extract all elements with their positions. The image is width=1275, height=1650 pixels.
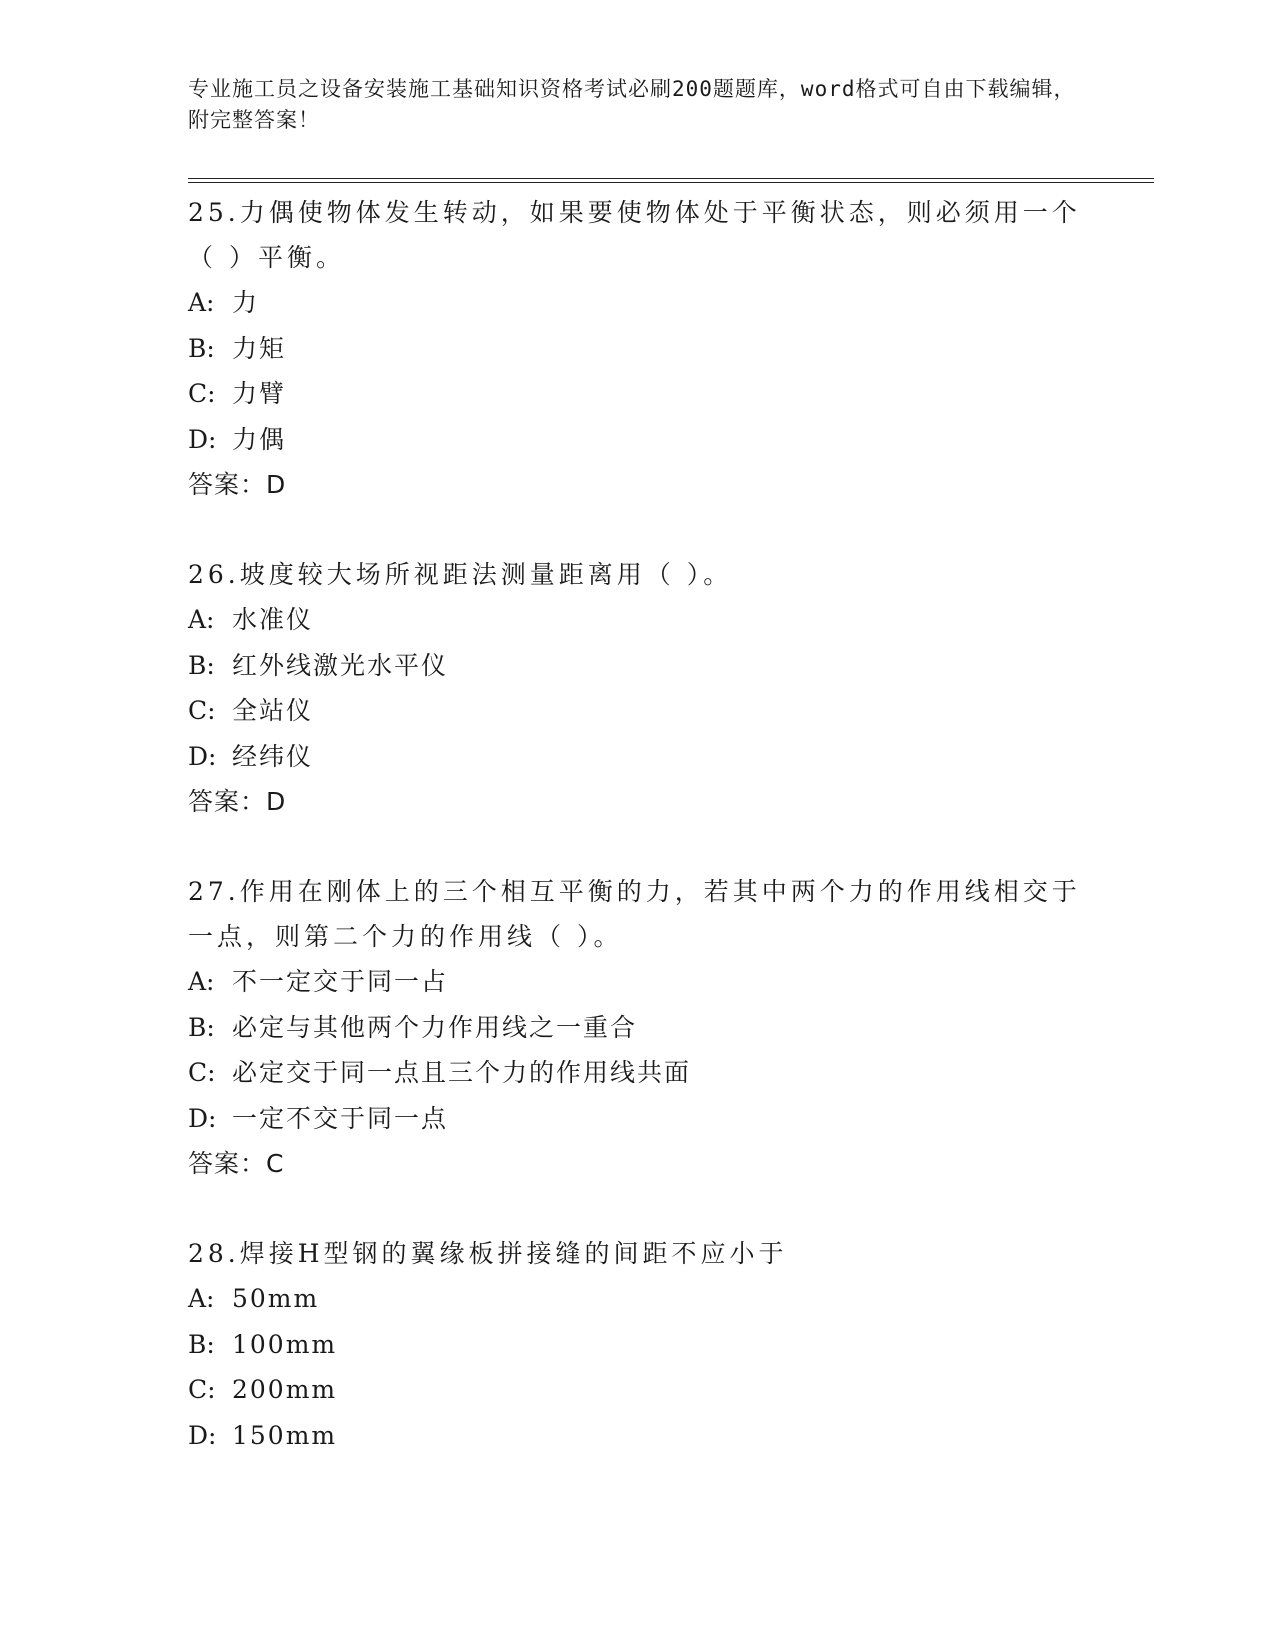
option-letter: D: bbox=[188, 424, 217, 454]
option-c bbox=[188, 1367, 1088, 1413]
option-letter: D: bbox=[188, 741, 217, 771]
question-stem: 28.焊接H型钢的翼缘板拼接缝的间距不应小于 bbox=[188, 1239, 788, 1268]
option-b bbox=[188, 1322, 1088, 1368]
question-stem: 26.坡度较大场所视距法测量距离用（ ）。 bbox=[188, 560, 733, 589]
option-b bbox=[188, 1005, 1088, 1051]
question-spacer bbox=[188, 507, 1088, 552]
option-text: 红外线激光水平仪 bbox=[232, 650, 449, 680]
option-text: 必定交于同一点且三个力的作用线共面 bbox=[232, 1058, 692, 1087]
answer-line: 答案：C bbox=[188, 1149, 285, 1178]
option-letter: B: bbox=[188, 1012, 215, 1042]
option-c bbox=[188, 371, 1088, 417]
option-letter: A: bbox=[188, 967, 215, 996]
question-26 bbox=[188, 552, 1088, 824]
option-text: 力 bbox=[232, 288, 260, 317]
option-text: 经纬仪 bbox=[232, 741, 314, 771]
question-list bbox=[188, 190, 1088, 1458]
option-letter: C: bbox=[188, 1058, 216, 1087]
header-divider bbox=[188, 178, 1154, 183]
question-27 bbox=[188, 869, 1088, 1186]
option-d bbox=[188, 734, 1088, 780]
option-text: 150mm bbox=[232, 1420, 338, 1450]
option-letter: A: bbox=[188, 1284, 215, 1313]
option-c bbox=[188, 1050, 1088, 1096]
option-a bbox=[188, 280, 1088, 326]
option-text: 力矩 bbox=[232, 333, 287, 363]
question-stem: 27.作用在刚体上的三个相互平衡的力，若其中两个力的作用线相交于一点，则第二个力的作用线（ ）。 bbox=[188, 877, 1081, 951]
option-d bbox=[188, 417, 1088, 463]
option-text: 全站仪 bbox=[232, 696, 314, 725]
answer-line: 答案：D bbox=[188, 470, 287, 499]
option-letter: C: bbox=[188, 696, 216, 725]
option-a bbox=[188, 597, 1088, 643]
question-25 bbox=[188, 190, 1088, 507]
option-d bbox=[188, 1413, 1088, 1459]
option-b bbox=[188, 643, 1088, 689]
option-letter: A: bbox=[188, 605, 215, 634]
question-28 bbox=[188, 1231, 1088, 1458]
option-letter: C: bbox=[188, 379, 216, 408]
option-letter: D: bbox=[188, 1103, 217, 1133]
option-letter: A: bbox=[188, 288, 215, 317]
option-text: 一定不交于同一点 bbox=[232, 1103, 449, 1133]
option-letter: B: bbox=[188, 650, 215, 680]
option-text: 100mm bbox=[232, 1329, 338, 1359]
option-b bbox=[188, 326, 1088, 372]
option-a bbox=[188, 959, 1088, 1005]
option-text: 力偶 bbox=[232, 424, 287, 454]
option-text: 不一定交于同一占 bbox=[232, 967, 449, 996]
option-text: 必定与其他两个力作用线之一重合 bbox=[232, 1012, 638, 1042]
option-letter: B: bbox=[188, 333, 215, 363]
question-spacer bbox=[188, 1186, 1088, 1231]
document-header: 专业施工员之设备安装施工基础知识资格考试必刷200题题库，word格式可自由下载编辑，附完整答案！ bbox=[188, 77, 1076, 132]
question-stem: 25.力偶使物体发生转动，如果要使物体处于平衡状态，则必须用一个（ ）平衡。 bbox=[188, 198, 1081, 272]
answer-line: 答案：D bbox=[188, 787, 287, 816]
option-letter: C: bbox=[188, 1375, 216, 1404]
option-text: 水准仪 bbox=[232, 605, 314, 634]
option-text: 50mm bbox=[232, 1284, 320, 1313]
option-a bbox=[188, 1276, 1088, 1322]
option-letter: B: bbox=[188, 1329, 215, 1359]
option-d bbox=[188, 1096, 1088, 1142]
question-spacer bbox=[188, 824, 1088, 869]
option-letter: D: bbox=[188, 1420, 217, 1450]
option-text: 200mm bbox=[232, 1375, 338, 1404]
option-c bbox=[188, 688, 1088, 734]
option-text: 力臂 bbox=[232, 379, 287, 408]
